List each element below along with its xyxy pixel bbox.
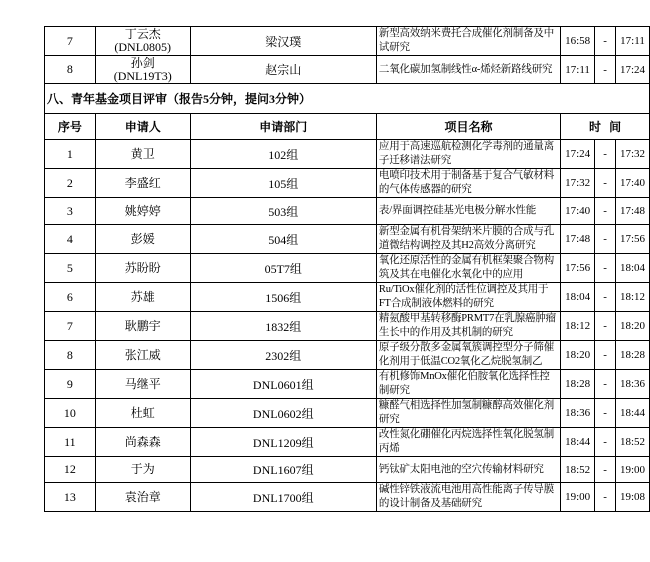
schedule-document	[44, 26, 650, 512]
table-row	[45, 428, 650, 457]
row-number: 6	[45, 283, 96, 312]
table-row	[45, 483, 650, 512]
table-row	[45, 370, 650, 399]
applicant-name: 苏盼盼	[95, 254, 190, 283]
dept-name: DNL0601组	[190, 370, 376, 399]
dept-name: DNL1607组	[190, 457, 376, 483]
project-title: 二氧化碳加氢制线性α-烯烃新路线研究	[376, 56, 560, 84]
project-title: 有机修饰MnOx催化伯胺氧化选择性控制研究	[376, 370, 560, 399]
end-time: 19:08	[616, 483, 650, 512]
project-title: 碱性锌铁液流电池用高性能离子传导膜的设计制备及基础研究	[376, 483, 560, 512]
start-time: 18:52	[561, 457, 595, 483]
start-time: 17:56	[561, 254, 595, 283]
end-time: 18:44	[616, 399, 650, 428]
dept-name: 102组	[190, 140, 376, 169]
row-number: 7	[45, 27, 96, 56]
start-time: 18:20	[561, 341, 595, 370]
row-number: 8	[45, 56, 96, 84]
time-separator: -	[595, 225, 616, 254]
row-number: 2	[45, 169, 96, 198]
dept-name: 1506组	[190, 283, 376, 312]
row-number: 1	[45, 140, 96, 169]
time-separator: -	[595, 312, 616, 341]
table-row	[45, 169, 650, 198]
applicant-name: 袁治章	[95, 483, 190, 512]
header-time-char-1: 时	[589, 120, 602, 134]
applicant-name: 丁云杰	[124, 27, 161, 41]
time-separator: -	[595, 283, 616, 312]
time-separator: -	[595, 140, 616, 169]
row-number: 12	[45, 457, 96, 483]
row-number: 4	[45, 225, 96, 254]
row-number: 13	[45, 483, 96, 512]
table-row	[45, 312, 650, 341]
start-time: 18:36	[561, 399, 595, 428]
end-time: 17:32	[616, 140, 650, 169]
project-title: 精氨酸甲基转移酶PRMT7在乳腺癌肿瘤生长中的作用及其机制的研究	[376, 312, 560, 341]
time-separator: -	[595, 254, 616, 283]
project-title: 应用于高速巡航检测化学毒剂的通量离子迁移谱法研究	[376, 140, 560, 169]
applicant-id: (DNL19T3)	[113, 68, 172, 83]
application-rows	[45, 140, 650, 512]
project-title: 新型高效纳米费托合成催化剂制备及中试研究	[376, 27, 560, 56]
applicant-id: (DNL0805)	[114, 40, 172, 54]
start-time: 17:48	[561, 225, 595, 254]
start-time: 17:40	[561, 198, 595, 225]
applicant-name: 姚婷婷	[95, 198, 190, 225]
dept-name: 503组	[190, 198, 376, 225]
dept-name: 1832组	[190, 312, 376, 341]
header-row	[45, 114, 650, 140]
time-separator: -	[595, 370, 616, 399]
dept-name: 05T7组	[190, 254, 376, 283]
applicant-name: 马继平	[95, 370, 190, 399]
time-separator: -	[595, 198, 616, 225]
table-row	[45, 225, 650, 254]
end-time: 18:12	[616, 283, 650, 312]
table-row	[45, 341, 650, 370]
applicant-name: 张江威	[95, 341, 190, 370]
start-time: 17:32	[561, 169, 595, 198]
project-title: Ru/TiOx催化剂的活性位调控及其用于FT合成制液体燃料的研究	[376, 283, 560, 312]
start-time: 17:11	[561, 56, 595, 84]
header-time-char-2: 间	[609, 120, 622, 134]
applicant-name: 孙剑	[130, 55, 155, 70]
end-time: 19:00	[616, 457, 650, 483]
header-time	[561, 114, 650, 140]
row-number: 5	[45, 254, 96, 283]
applicant-name: 李盛红	[95, 169, 190, 198]
table-row	[45, 399, 650, 428]
applicant-name: 于为	[95, 457, 190, 483]
applicant-cell	[95, 27, 190, 56]
end-time: 18:52	[616, 428, 650, 457]
start-time: 18:04	[561, 283, 595, 312]
schedule-table	[44, 26, 650, 512]
row-number: 8	[45, 341, 96, 370]
project-title: 钙钛矿太阳电池的空穴传输材料研究	[376, 457, 560, 483]
project-title: 新型金属有机骨架纳米片膜的合成与孔道微结构调控及其H2高效分离研究	[376, 225, 560, 254]
header-title: 项目名称	[376, 114, 560, 140]
project-title: 氧化还原活性的金属有机框架聚合物构筑及其在电催化水氧化中的应用	[376, 254, 560, 283]
row-number: 10	[45, 399, 96, 428]
project-title: 改性氮化硼催化丙烷选择性氧化脱氢制丙烯	[376, 428, 560, 457]
time-separator: -	[595, 27, 616, 56]
project-title: 表/界面调控硅基光电极分解水性能	[376, 198, 560, 225]
row-number: 3	[45, 198, 96, 225]
dept-name: DNL1209组	[190, 428, 376, 457]
dept-name: 504组	[190, 225, 376, 254]
table-row	[45, 198, 650, 225]
project-title: 糠醛气相选择性加氢制糠醇高效催化剂研究	[376, 399, 560, 428]
row-number: 9	[45, 370, 96, 399]
end-time: 18:04	[616, 254, 650, 283]
project-title: 电喷印技术用于制备基于复合气敏材料的气体传感器的研究	[376, 169, 560, 198]
time-separator: -	[595, 341, 616, 370]
row-number: 7	[45, 312, 96, 341]
start-time: 16:58	[561, 27, 595, 56]
applicant-name: 耿鹏宇	[95, 312, 190, 341]
end-time: 18:36	[616, 370, 650, 399]
table-row	[45, 254, 650, 283]
start-time: 18:44	[561, 428, 595, 457]
header-applicant: 申请人	[95, 114, 190, 140]
start-time: 17:24	[561, 140, 595, 169]
time-separator: -	[595, 169, 616, 198]
table-row	[45, 27, 650, 56]
table-row	[45, 56, 650, 84]
table-row	[45, 140, 650, 169]
header-dept: 申请部门	[190, 114, 376, 140]
end-time: 17:40	[616, 169, 650, 198]
applicant-name: 杜虹	[95, 399, 190, 428]
header-number: 序号	[45, 114, 96, 140]
start-time: 18:28	[561, 370, 595, 399]
start-time: 18:12	[561, 312, 595, 341]
project-title: 原子级分散多金属氧簇调控型分子筛催化剂用于低温CO2氧化乙烷脱氢制乙	[376, 341, 560, 370]
time-separator: -	[595, 457, 616, 483]
time-separator: -	[595, 428, 616, 457]
applicant-name: 苏雄	[95, 283, 190, 312]
applicant-cell	[95, 56, 190, 84]
end-time: 17:56	[616, 225, 650, 254]
reviewer-name: 赵宗山	[190, 56, 376, 84]
applicant-name: 彭媛	[95, 225, 190, 254]
dept-name: DNL1700组	[190, 483, 376, 512]
dept-name: DNL0602组	[190, 399, 376, 428]
section-title: 八、青年基金项目评审（报告5分钟，提问3分钟）	[45, 84, 650, 114]
applicant-name: 尚森森	[95, 428, 190, 457]
reviewer-name: 梁汉璞	[190, 27, 376, 56]
table-row	[45, 457, 650, 483]
dept-name: 2302组	[190, 341, 376, 370]
end-time: 18:20	[616, 312, 650, 341]
time-separator: -	[595, 56, 616, 84]
time-separator: -	[595, 483, 616, 512]
end-time: 17:11	[616, 27, 650, 56]
time-separator: -	[595, 399, 616, 428]
table-row	[45, 283, 650, 312]
end-time: 18:28	[616, 341, 650, 370]
section-heading-row	[45, 84, 650, 114]
dept-name: 105组	[190, 169, 376, 198]
end-time: 17:48	[616, 198, 650, 225]
start-time: 19:00	[561, 483, 595, 512]
end-time: 17:24	[616, 56, 650, 84]
applicant-name: 黄卫	[95, 140, 190, 169]
row-number: 11	[45, 428, 96, 457]
